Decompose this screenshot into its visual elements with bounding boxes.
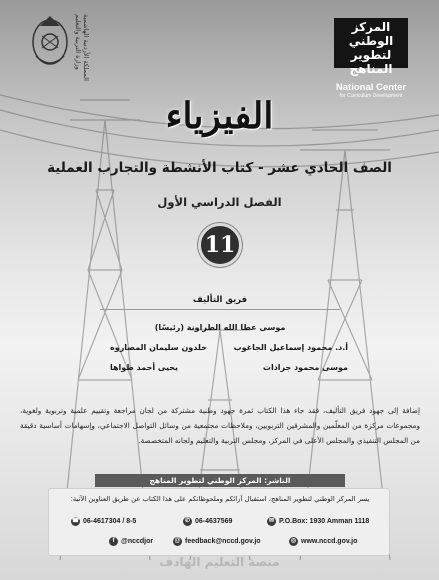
nccd-english-name: National Center	[335, 82, 407, 93]
social-handle-text: @nccdjor	[121, 538, 154, 545]
contact-phone-2	[183, 517, 232, 526]
author-member: خلدون سليمان المصاروه	[110, 343, 207, 352]
author-member: يحيى أحمد طواها	[110, 363, 179, 372]
social-icon: f	[109, 537, 118, 546]
emblem-text-line-1: المملكة الأردنية الهاشمية	[82, 14, 90, 81]
nccd-english-subname: for Curriculum Development	[339, 93, 403, 99]
author-lead: موسى عطا الله الطراونة (رئيسًا)	[154, 323, 286, 332]
author-member: موسى محمود جرادات	[262, 363, 348, 372]
contact-social[interactable]	[109, 537, 153, 546]
contact-intro: يسر المركز الوطني لتطوير المناهج، استقبال آرائكم وملحوظاتكم على هذا الكتاب عن طريق العناوين الآتية:	[70, 495, 370, 503]
email-text: feedback@nccd.gov.jo	[185, 538, 261, 545]
authors-section	[30, 285, 410, 397]
fax-icon: ✆	[184, 518, 191, 524]
pobox-text: P.O.Box: 1930 Amman 1118	[279, 518, 370, 525]
mailbox-icon: ✉	[268, 518, 275, 524]
contact-pobox	[267, 517, 369, 526]
authors-heading: فريق التأليف	[192, 295, 248, 305]
nccd-logo	[334, 18, 408, 99]
platform-watermark: منصة التعليم الهادف	[159, 555, 280, 569]
semester-label: الفصل الدراسي الأول	[157, 195, 282, 209]
phone-2-text: 06-4637569	[195, 518, 233, 525]
author-member: أ.د. محمود إسماعيل الجاغوب	[233, 343, 348, 352]
globe-icon: ◎	[290, 538, 297, 544]
book-subtitle: الصف الحادي عشر - كتاب الأنشطة والتجارب العملية	[47, 160, 392, 176]
email-icon: @	[174, 538, 181, 544]
intro-paragraph: إضافة إلى جهود فريق التأليف، فقد جاء هذا الكتاب ثمرة جهود وطنية مشتركة من لجان مراجعة وتقييم علمية وتربوية ولغوية، ومجموعات مركزة من المعلّمين والمشرفين التربويين، وملاحظات مجتمعية من وسائل التواصل الاجتماعي، وإسهامات أساسية دقيقة من المجلس التنفيذي والمجلس الأعلى في المركز، ومجلس التربية والتعليم ولجانه المتخصصة.	[20, 406, 420, 445]
contact-website[interactable]	[289, 537, 357, 546]
contact-box	[48, 488, 390, 556]
authors-divider	[100, 309, 340, 310]
nccd-arabic-name: المركز الوطني لتطوير المناهج	[348, 20, 394, 76]
grade-badge: 11	[198, 223, 242, 267]
emblem-text-line-2: وزارة التربية والتعليم	[74, 14, 83, 70]
website-text: www.nccd.gov.jo	[301, 538, 358, 545]
contact-phone-1	[71, 517, 136, 526]
phone-1-text: 06-4617304 / 8-5	[83, 518, 137, 525]
contact-email[interactable]	[173, 537, 261, 546]
book-title: الفيزياء	[165, 95, 274, 137]
publisher-label: الناشر: المركز الوطني لتطوير المناهج	[95, 474, 345, 487]
phone-icon: ☎	[71, 518, 80, 524]
ministry-text	[63, 14, 89, 80]
